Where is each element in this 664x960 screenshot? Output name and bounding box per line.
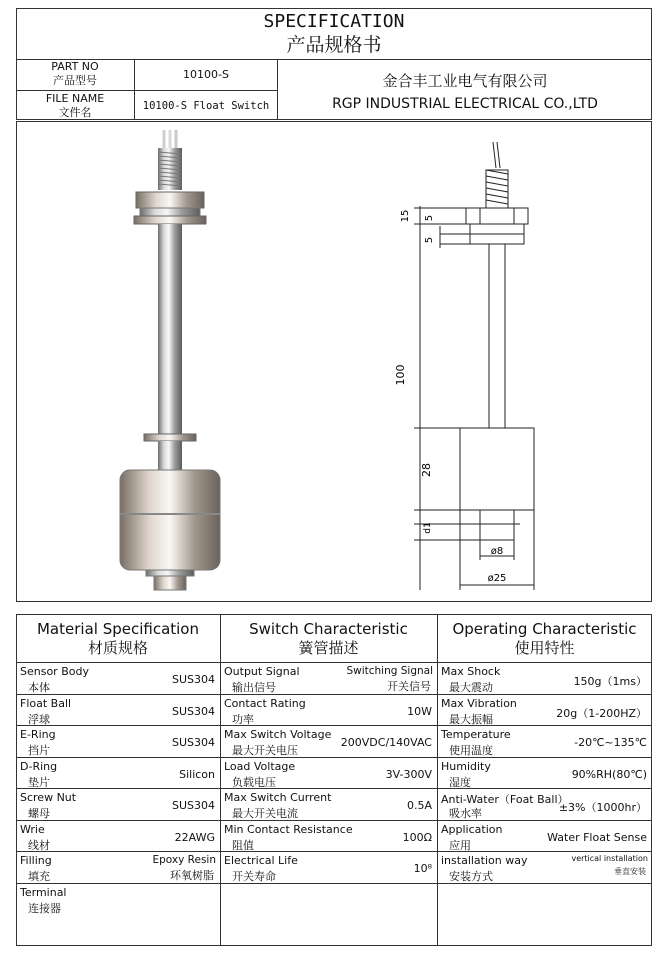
table-row (16, 662, 220, 694)
row-label-cn: 功率 (232, 712, 254, 726)
row-label-en: Temperature (441, 728, 511, 741)
row-value: 20g（1-200HZ） (556, 706, 647, 720)
row-label-cn: 湿度 (449, 775, 471, 789)
row-value: Epoxy Resin (152, 854, 216, 866)
row-label-cn: 螺母 (28, 807, 50, 820)
table-row (220, 820, 437, 852)
row-label-en: Humidity (441, 759, 491, 773)
dim-100: 100 (394, 364, 407, 386)
table-row (220, 788, 437, 820)
row-label-cn: 垫片 (28, 775, 50, 789)
table-row (220, 694, 437, 726)
row-label-en: D-Ring (20, 759, 58, 773)
table-row (220, 883, 437, 915)
dim-phi25: ø25 (487, 573, 507, 584)
row-value: 3V-300V (385, 767, 432, 781)
table-row (437, 757, 652, 789)
row-label-cn: 连接器 (28, 901, 61, 915)
row-label-en: Contact Rating (224, 696, 306, 710)
row-value: 200VDC/140VAC (340, 736, 432, 749)
table-row (16, 725, 220, 757)
row-label-cn: 最大震动 (449, 681, 493, 694)
row-value: 0.5A (406, 799, 432, 812)
row-label-en: Electrical Life (224, 854, 298, 867)
row-value: SUS304 (171, 799, 215, 812)
row-value: 90%RH(80℃) (571, 767, 647, 781)
table-row (16, 820, 220, 852)
dim-phi8: ø8 (490, 546, 504, 557)
row-label-en: Application (441, 822, 503, 836)
row-value: SUS304 (171, 673, 215, 686)
table-row (437, 725, 652, 757)
row-label-en: Min Contact Resistance (224, 822, 353, 836)
row-label-cn: 挡片 (28, 744, 50, 757)
row-value: -20℃~135℃ (574, 736, 647, 749)
dim-28: 28 (420, 463, 433, 477)
row-label-cn: 阻值 (232, 838, 254, 852)
part-no-value: 10100-S (183, 68, 229, 81)
row-label-cn: 负载电压 (232, 775, 276, 789)
table-row (16, 694, 220, 726)
company-name-cn: 金合丰工业电气有限公司 (382, 71, 548, 90)
material-header-cn: 材质规格 (87, 639, 148, 657)
table-row (437, 851, 652, 883)
file-name-label-cn: 文件名 (58, 105, 92, 119)
dim-d1: d1 (423, 522, 433, 534)
row-value: 100Ω (402, 830, 432, 844)
operating-header-en: Operating Characteristic (452, 620, 637, 638)
title-en: SPECIFICATION (263, 10, 405, 32)
row-label-cn: 最大开关电流 (232, 807, 298, 820)
table-row (220, 851, 437, 883)
row-label-cn: 最大开关电压 (232, 744, 298, 757)
row-label-en: Max Switch Current (224, 791, 332, 804)
row-label-cn: 本体 (28, 681, 50, 694)
row-label-en: Float Ball (20, 696, 72, 710)
switch-header (220, 620, 437, 658)
row-label-en: Wrie (20, 822, 45, 836)
table-row (16, 883, 220, 915)
table-row (437, 788, 652, 820)
row-label-cn: 应用 (449, 838, 471, 852)
table-row (16, 851, 220, 883)
row-label-en: Anti-Water（Foat Ball） (441, 793, 569, 806)
table-row (220, 662, 437, 694)
row-value: SUS304 (171, 736, 215, 749)
row-label-cn: 浮球 (28, 712, 50, 726)
row-value-secondary: 开关信号 (387, 680, 431, 693)
row-label-cn: 使用温度 (449, 744, 493, 757)
row-label-en: Filling (20, 854, 52, 867)
row-value: vertical installation (571, 854, 648, 863)
table-row (220, 757, 437, 789)
row-label-en: E-Ring (20, 728, 56, 741)
table-row (16, 788, 220, 820)
info-row-divider (16, 90, 278, 91)
row-label-cn: 填充 (28, 870, 50, 883)
table-row (437, 820, 652, 852)
row-label-en: Output Signal (224, 665, 300, 678)
row-value: 150g（1ms） (573, 675, 647, 688)
table-row (220, 725, 437, 757)
dim-15: 15 (400, 209, 411, 223)
row-value-secondary: 垂直安装 (614, 867, 646, 876)
row-label-en: Terminal (20, 885, 67, 899)
row-label-cn: 开关寿命 (232, 870, 276, 883)
row-label-en: Max Shock (441, 665, 501, 678)
part-no-label-en: PART NO (51, 60, 99, 73)
switch-header-cn: 簧管描述 (298, 639, 359, 657)
row-label-en: Load Voltage (224, 759, 296, 773)
row-label-cn: 线材 (28, 838, 50, 852)
table-row (437, 694, 652, 726)
row-value: SUS304 (171, 704, 215, 718)
product-photo (100, 130, 260, 600)
row-value: 22AWG (174, 830, 215, 844)
row-label-en: installation way (441, 854, 528, 867)
table-row (437, 662, 652, 694)
table-row (437, 883, 652, 915)
row-label-en: Max Vibration (441, 696, 517, 710)
row-label-cn: 吸水率 (449, 807, 482, 820)
row-value: ±3%（1000hr） (558, 801, 647, 814)
row-value: Silicon (179, 767, 215, 781)
row-label-en: Max Switch Voltage (224, 728, 332, 741)
table-row (16, 757, 220, 789)
row-label-en: Screw Nut (20, 791, 77, 804)
row-value: 10⁸ (413, 862, 432, 875)
operating-header-cn: 使用特性 (514, 639, 575, 657)
material-header (16, 620, 220, 658)
row-value: Switching Signal (346, 665, 433, 677)
row-label-en: Sensor Body (20, 665, 89, 678)
material-header-en: Material Specification (36, 620, 199, 638)
file-name-value: 10100-S Float Switch (142, 100, 270, 112)
row-value: Water Float Sense (547, 830, 647, 844)
part-no-label-cn: 产品型号 (53, 73, 97, 87)
row-label-cn: 输出信号 (232, 681, 276, 694)
switch-header-en: Switch Characteristic (249, 620, 408, 638)
company-name-en: RGP INDUSTRIAL ELECTRICAL CO.,LTD (332, 96, 598, 112)
operating-header (437, 620, 652, 658)
row-label-cn: 最大振幅 (449, 712, 493, 726)
row-label-cn: 安装方式 (449, 870, 493, 883)
dim-5a: 5 (424, 214, 435, 222)
file-name-label-en: FILE NAME (45, 92, 105, 105)
row-value: 10W (407, 704, 432, 718)
dim-5b: 5 (424, 236, 435, 244)
title-cn: 产品规格书 (286, 33, 382, 56)
row-value-secondary: 环氧树脂 (170, 869, 214, 882)
technical-drawing (380, 130, 580, 595)
